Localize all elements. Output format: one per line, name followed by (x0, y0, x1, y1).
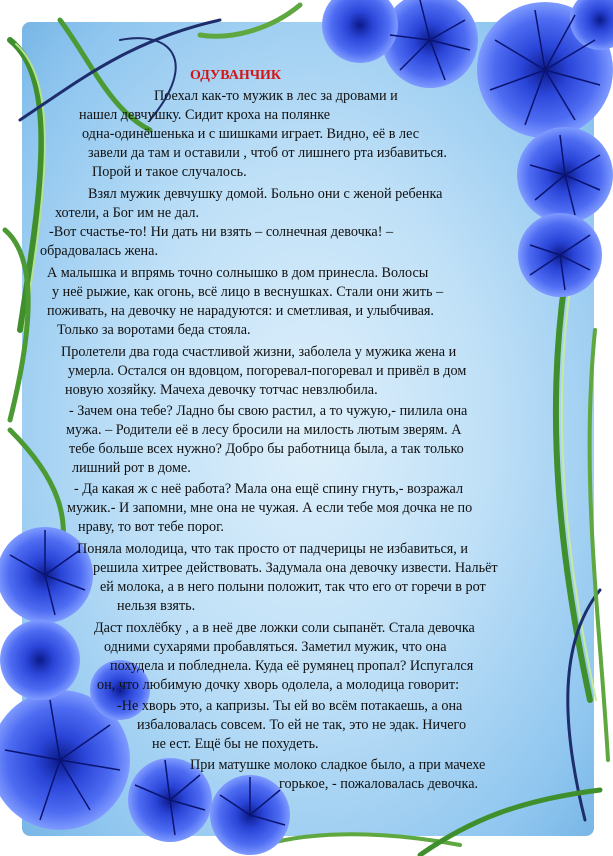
story-line: тебе больше всех нужно? Добро бы работница была, а так только (69, 441, 464, 457)
story-line: Только за воротами беда стояла. (57, 322, 251, 338)
story-line: поживать, на девочку не нарадуются: и сметливая, и улыбчивая. (47, 303, 434, 319)
story-line: избаловалась совсем. То ей не так, это не эдак. Ничего (137, 717, 467, 733)
story-title: ОДУВАНЧИК (190, 68, 282, 83)
story-line: А малышка и впрямь точно солнышко в дом принесла. Волосы (47, 265, 429, 281)
story-line: не ест. Ещё бы не похудеть. (152, 736, 319, 752)
story-line: - Зачем она тебе? Ладно бы свою растил, а то чужую,- пилила она (69, 403, 468, 419)
story-line: одними сухарями пробавляться. Заметил мужик, что она (104, 639, 447, 655)
story-line: одна-одинёшенька и с шишками играет. Видно, её в лес (82, 126, 420, 142)
story-line: у неё рыжие, как огонь, всё лицо в веснушках. Стали они жить – (52, 284, 444, 300)
story-line: Поехал как-то мужик в лес за дровами и (154, 88, 398, 104)
story-line: похудела и побледнела. Куда её румянец пропал? Испугался (110, 658, 474, 674)
story-line: завели да там и оставили , чтоб от лишнего рта избавиться. (88, 145, 447, 161)
story-line: умерла. Остался он вдовцом, погоревал-погоревал и привёл в дом (68, 363, 467, 379)
story-line: мужа. – Родители её в лесу бросили на милость лютым зверям. А (66, 422, 462, 438)
story-line: нраву, то вот тебе порог. (78, 519, 224, 535)
story-line: Пролетели два года счастливой жизни, заболела у мужика жена и (61, 344, 457, 360)
story-line: нельзя взять. (117, 598, 196, 614)
story-line: он, что любимую дочку хворь одолела, а молодица говорит: (97, 677, 460, 693)
story-line: обрадовалась жена. (40, 243, 158, 259)
story-line: -Вот счастье-то! Ни дать ни взять – солнечная девочка! – (49, 224, 394, 240)
story-line: Порой и такое случалось. (92, 164, 247, 180)
story-line: хотели, а Бог им не дал. (55, 205, 199, 221)
story-line: лишний рот в доме. (72, 460, 191, 476)
story-line: При матушке молоко сладкое было, а при мачехе (190, 757, 486, 773)
story-line: Взял мужик девчушку домой. Больно они с женой ребенка (88, 186, 443, 202)
story-line: горькое, - пожаловалась девочка. (279, 776, 479, 792)
story-line: решила хитрее действовать. Задумала она девочку извести. Нальёт (93, 560, 498, 576)
story-line: Даст похлёбку , а в неё две ложки соли сыпанёт. Стала девочка (94, 620, 475, 636)
story-line: мужик.- И запомни, мне она не чужая. А если тебе моя дочка не по (67, 500, 473, 516)
story-line: новую хозяйку. Мачеха девочку тотчас невзлюбила. (65, 382, 378, 398)
story-line: нашел девчушку. Сидит кроха на полянке (79, 107, 331, 123)
story-line: -Не хворь это, а капризы. Ты ей во всём потакаешь, а она (117, 698, 463, 714)
story-line: - Да какая ж с неё работа? Мала она ещё спину гнуть,- возражал (74, 481, 464, 497)
story-line: Поняла молодица, что так просто от падчерицы не избавиться, и (77, 541, 468, 557)
story-line: ей молока, а в него полыни положит, так что его от горечи в рот (100, 579, 486, 595)
